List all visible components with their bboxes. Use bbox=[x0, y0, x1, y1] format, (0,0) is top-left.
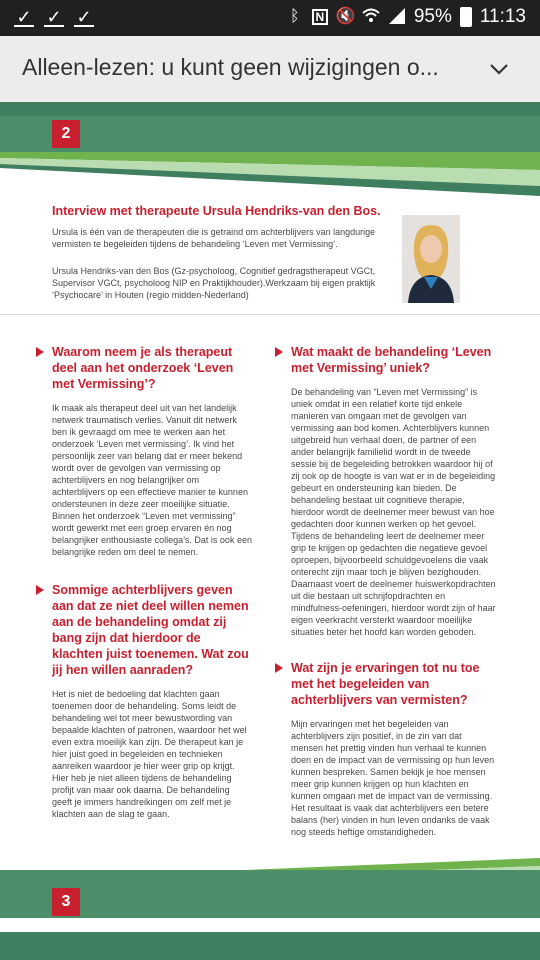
right-column bbox=[291, 344, 496, 838]
check-notification-icon: ✓ bbox=[14, 7, 34, 27]
intro-paragraph: Ursula is één van de therapeuten die is getraind om achterblijvers van langdurige vermisten te begeleiden tijdens de behandeling ‘Leven met Vermissing’. bbox=[52, 227, 376, 249]
triangle-bullet-icon bbox=[36, 585, 44, 595]
question-text: Wat maakt de behandeling ‘Leven met Vermissing’ uniek? bbox=[291, 345, 492, 375]
question-heading bbox=[52, 344, 252, 392]
header-band bbox=[0, 102, 540, 116]
chevron-down-icon[interactable] bbox=[488, 58, 510, 80]
answer-text: De behandeling van “Leven met Vermissing” is uniek omdat in een relatief korte tijd enkele manieren van omgaan met de gevolgen van vermissing aan bod komen. Achterblijvers kunnen uitgebreid hun verhaal doen, de partner of een ander belangrijk familielid wordt in de tweede sessie bij de begeleiding betrokken waardoor hij of zij ook op de hoogte is van wat er in de begeleiding gebeurt en ondersteuning kan bieden. De behandeling bestaat uit cognitieve therapie, hierdoor wordt de deelnemer meer bewust van hoe gedachten door kunnen werken op het gevoel. Tijdens de behandeling leert de deelnemer meer grip te krijgen op gedachten die negatieve gevoel oproepen, bijvoorbeeld schuldgevoelens die vaak onterecht zijn maar toch je blijven bezighouden. Daarnaast voert de deelnemer huiswerkopdrachten uit die bestaan uit schrijfopdrachten en mindfulness-oefeningen, hierdoor wordt zijn of haar eigen veerkracht versterkt waardoor moeilijke situaties beter het hoofd kan worden geboden. bbox=[291, 387, 496, 637]
answer-text: Ik maak als therapeut deel uit van het landelijk netwerk traumatisch verlies. Vanuit dit netwerk ben ik gevraagd om mee te werken aan het onderzoek ‘Leven met vermissing’. Ik vind het persoonlijk zeer van belang dat er meer bekend wordt over de gevolgen van vermissing op achterblijvers en nog belangrijker om achterblijvers op een effectieve manier te kunnen ondersteunen in deze zeer moeilijke situatie. Binnen het onderzoek “Leven met vermissing” wordt gewerkt met een groep ervaren én nog belangrijker enthousiaste collega’s. Dat is ook een belangrijke reden om deel te nemen. bbox=[52, 403, 252, 557]
bluetooth-icon: ᛒ bbox=[290, 8, 300, 25]
section-divider bbox=[0, 314, 540, 315]
question-heading bbox=[291, 660, 496, 708]
check-notification-icon: ✓ bbox=[74, 7, 94, 27]
question-text: Sommige achterblijvers geven aan dat ze niet deel willen nemen aan de behandeling omdat zij bang zijn dat hierdoor de klachten juist toenemen. Wat zou jij hen willen aanraden? bbox=[52, 583, 249, 677]
therapist-photo bbox=[402, 215, 460, 303]
credentials-paragraph: Ursula Hendriks-van den Bos (Gz-psycholoog, Cognitief gedragstherapeut VGCt, Supervisor VGCt, psycholoog NIP en Praktijkhouder).Werkzaam bij eigen praktijk ‘Psychocare’ in Houten (regio midden-Nederland) bbox=[52, 266, 376, 300]
decorative-stripes bbox=[0, 150, 540, 210]
battery-icon bbox=[460, 7, 472, 27]
triangle-bullet-icon bbox=[275, 347, 283, 357]
document-title[interactable]: Alleen-lezen: u kunt geen wijzigingen o... bbox=[22, 54, 439, 80]
page-number: 2 bbox=[52, 120, 80, 148]
interview-title: Interview met therapeute Ursula Hendriks-van den Bos. bbox=[52, 204, 381, 218]
question-text: Waarom neem je als therapeut deel aan het onderzoek ‘Leven met Vermissing’? bbox=[52, 345, 234, 391]
header-band bbox=[0, 116, 540, 154]
nfc-icon: N bbox=[312, 9, 328, 25]
footer-band bbox=[0, 870, 540, 918]
page-number: 3 bbox=[52, 888, 80, 916]
wifi-icon bbox=[362, 8, 380, 26]
battery-percent: 95% bbox=[413, 6, 452, 27]
mute-icon: 🔇 bbox=[335, 8, 356, 25]
app-bar bbox=[0, 36, 540, 102]
signal-icon bbox=[388, 8, 406, 26]
left-column bbox=[52, 344, 252, 820]
status-bar bbox=[0, 0, 540, 36]
document-page[interactable] bbox=[0, 102, 540, 960]
answer-text: Het is niet de bedoeling dat klachten gaan toenemen door de behandeling. Soms leidt de behandeling wel tot meer bewustwording van bepaalde klachten of patronen, waardoor het wel even extra moeilijk kan zijn. De therapeut kan je hier juist goed in begeleiden en technieken aanreiken waardoor je hier weer grip op krijgt. Hier heb je niet alleen tijdens de behandeling profijt van maar ook daarna. De behandeling geeft je immers handreikingen om zelf met je klachten aan de slag te gaan. bbox=[52, 689, 247, 819]
question-heading bbox=[52, 582, 252, 678]
triangle-bullet-icon bbox=[275, 663, 283, 673]
question-text: Wat zijn je ervaringen tot nu toe met het begeleiden van achterblijvers van vermisten? bbox=[291, 661, 480, 707]
answer-text: Mijn ervaringen met het begeleiden van achterblijvers zijn positief, in de zin van dat mensen het prettig vinden hun verhaal te kunnen doen en de impact van de vermissing op hun leven kunnen bespreken. Samen bekijk je hoe mensen meer grip kunnen krijgen op hun klachten en kunnen omgaan met de impact van de vermissing. Het resultaat is vaak dat achterblijvers een betere balans (her) vinden in hun leven ondanks de vaak nog steeds heftige omstandigheden. bbox=[291, 719, 495, 837]
footer-band bbox=[0, 932, 540, 960]
clock: 11:13 bbox=[479, 6, 526, 27]
question-heading bbox=[291, 344, 496, 376]
triangle-bullet-icon bbox=[36, 347, 44, 357]
check-notification-icon: ✓ bbox=[44, 7, 64, 27]
